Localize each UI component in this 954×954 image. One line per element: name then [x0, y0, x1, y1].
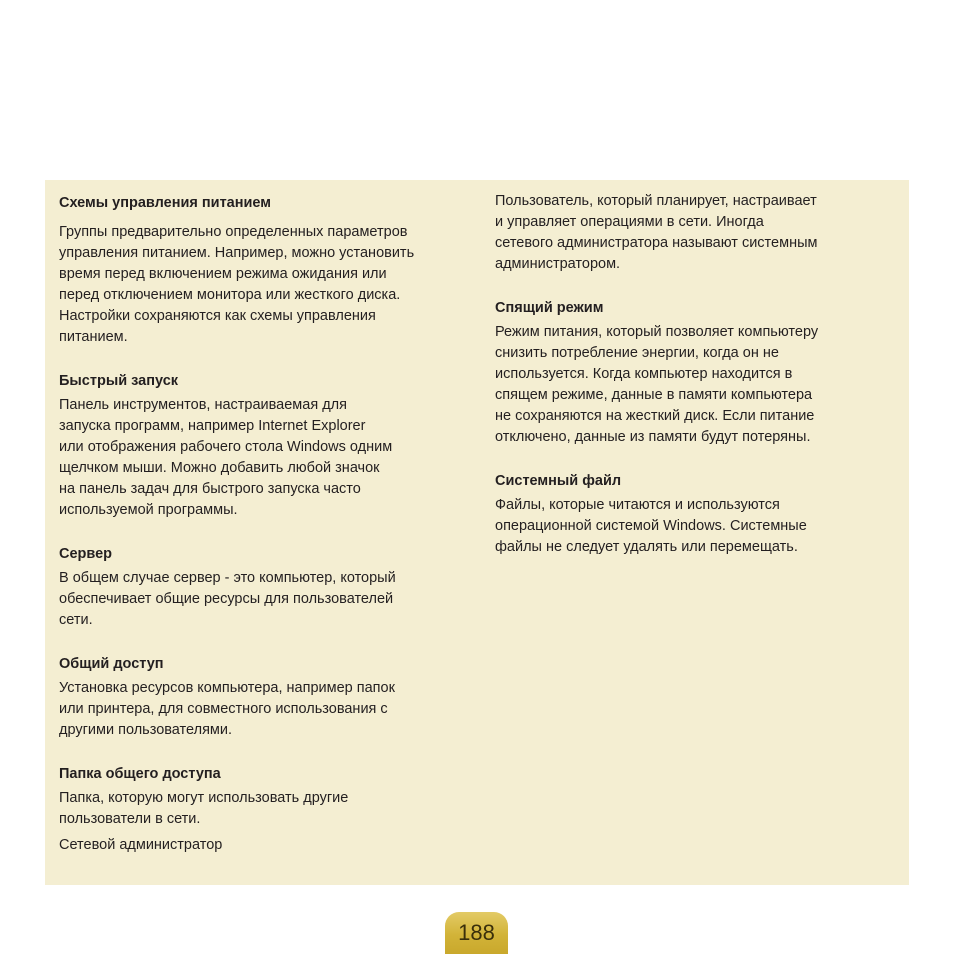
page-number-tab — [445, 912, 508, 954]
right-column — [495, 180, 895, 558]
glossary-definition: В общем случае сервер - это компьютер, который обеспечивает общие ресурсы для пользователей сети. — [59, 570, 396, 628]
left-column — [59, 180, 459, 864]
glossary-term: Сервер — [59, 546, 113, 562]
glossary-entry — [59, 654, 459, 741]
glossary-term: Быстрый запуск — [59, 373, 179, 389]
page-number: 188 — [458, 920, 495, 945]
glossary-entry — [59, 544, 459, 631]
glossary-definition-continued: Пользователь, который планирует, настраивает и управляет операциями в сети. Иногда сетевого администратора называют системным администратором. — [495, 193, 818, 272]
glossary-term-network-admin: Сетевой администратор — [59, 837, 223, 853]
glossary-definition: Файлы, которые читаются и используются операционной системой Windows. Системные файлы не следует удалять или перемещать. — [495, 497, 807, 555]
glossary-panel — [45, 180, 909, 885]
glossary-entry — [495, 298, 895, 448]
glossary-definition: Режим питания, который позволяет компьютеру снизить потребление энергии, когда он не используется. Когда компьютер находится в спящем режиме, данные в памяти компьютера не сохраняются на жесткий диск. Если питание отключено, данные из памяти будут потеряны. — [495, 324, 819, 445]
glossary-term: Общий доступ — [59, 656, 164, 672]
glossary-term: Схемы управления питанием — [59, 195, 272, 211]
glossary-definition: Группы предварительно определенных параметров управления питанием. Например, можно установить время перед включением режима ожидания или перед отключением монитора или жесткого диска. Настройки сохраняются как схемы управления питанием. — [59, 224, 415, 345]
glossary-term: Системный файл — [495, 473, 622, 489]
glossary-term: Спящий режим — [495, 300, 604, 316]
glossary-entry — [59, 193, 459, 348]
glossary-definition: Папка, которую могут использовать другие пользователи в сети. — [59, 790, 349, 827]
glossary-definition: Панель инструментов, настраиваемая для запуска программ, например Internet Explorer или отображения рабочего стола Windows одним щелчком мыши. Можно добавить любой значок на панель задач для быстрого запуска часто используемой программы. — [59, 397, 393, 518]
glossary-entry — [495, 471, 895, 558]
glossary-entry — [59, 764, 459, 830]
glossary-entry — [59, 371, 459, 521]
glossary-term: Папка общего доступа — [59, 766, 221, 782]
glossary-definition: Установка ресурсов компьютера, например папок или принтера, для совместного использования с другими пользователями. — [59, 680, 395, 738]
